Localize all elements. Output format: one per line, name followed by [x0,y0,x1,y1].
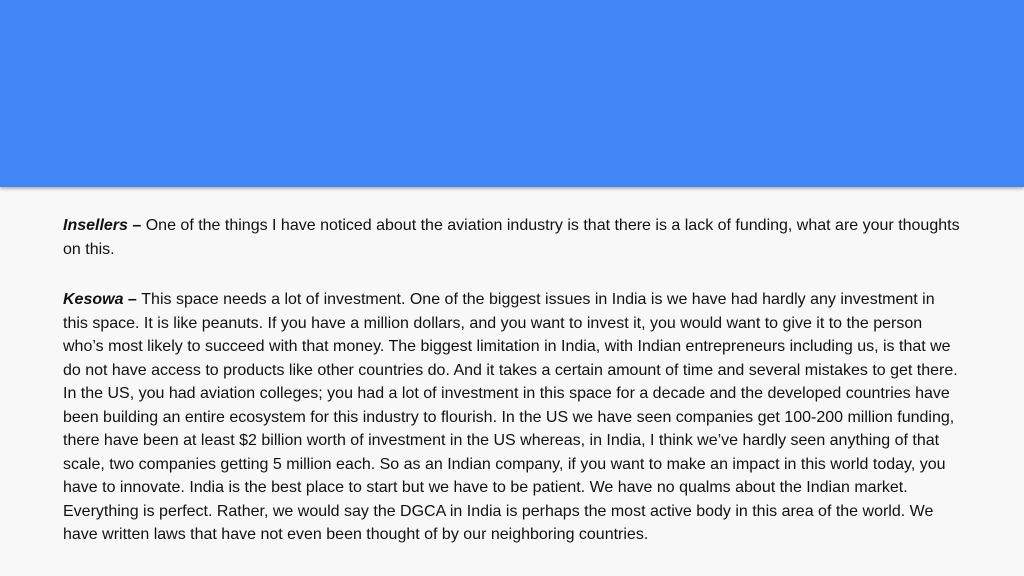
speaker-name-kesowa: Kesowa [63,291,124,308]
speaker-name-insellers: Insellers [63,217,128,234]
speaker-separator: – [123,291,142,308]
answer-text: This space needs a lot of investment. One of the biggest issues in India is we have had hardly any investment in this space. It is like peanuts. If you have a million dollars, and you want to invest it, you would want to give it to the person who’s most likely to succeed with that money. The biggest limitation in India, with Indian entrepreneurs including us, is that we do not have access to products like other countries do. And it takes a certain amount of time and several mistakes to get there. In the US, you had aviation colleges; you had a lot of investment in this space for a decade and the developed countries have been building an entire ecosystem for this industry to flourish. In the US we have seen companies get 100-200 million funding, there have been at least $2 billion worth of investment in the US whereas, in India, I think we’ve hardly seen anything of that scale, two companies getting 5 million each. So as an Indian company, if you want to make an impact in this world today, you have to innovate. India is the best place to start but we have to be patient. We have no qualms about the Indian market. Everything is perfect. Rather, we would say the DGCA in India is perhaps the most active body in this area of the world. We have written laws that have not even been thought of by our neighboring countries. [63,291,958,543]
question-paragraph [63,214,963,261]
header-band [0,0,1024,187]
speaker-separator: – [127,217,146,234]
question-text: One of the things I have noticed about the aviation industry is that there is a lack of funding, what are your thoughts on this. [63,217,960,258]
interview-body [63,214,963,574]
answer-paragraph [63,288,963,547]
